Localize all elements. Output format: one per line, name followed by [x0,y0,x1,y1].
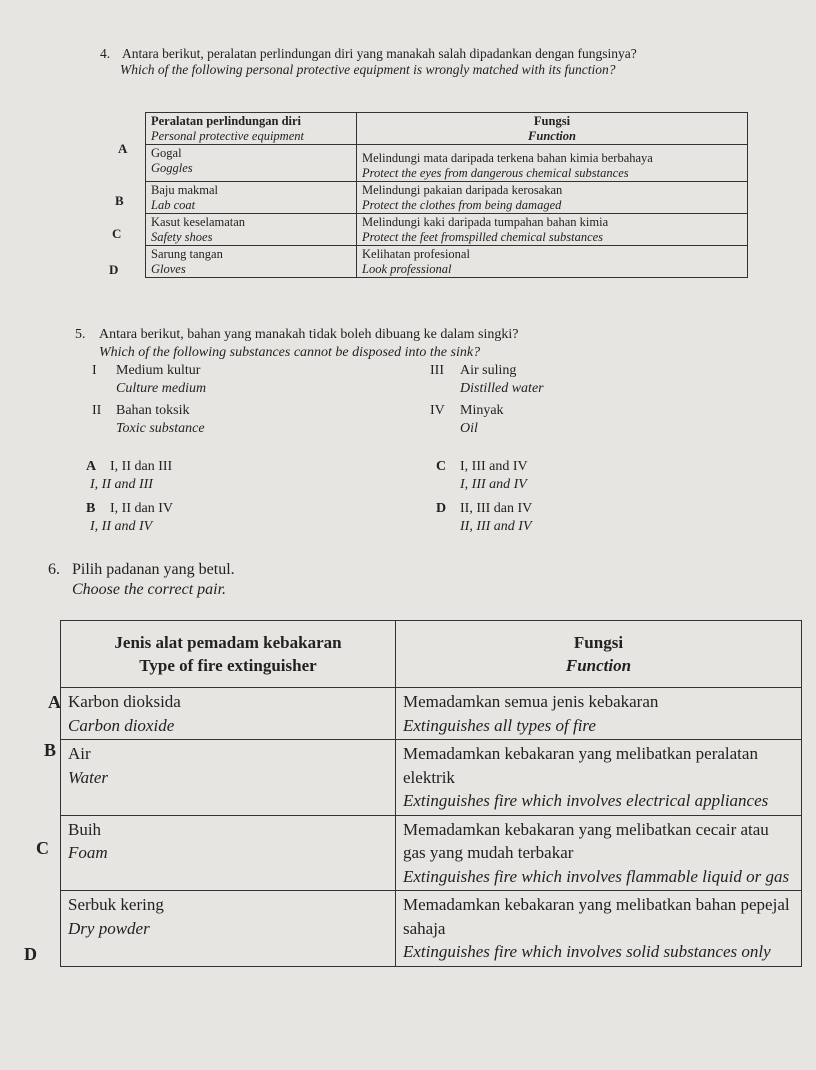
question-text-en: Choose the correct pair. [72,581,227,598]
statement-num: II [92,403,102,418]
table-header-row [146,113,748,145]
question-5 [75,326,775,362]
header-ms: Peralatan perlindungan diri [151,114,302,128]
option-letter: B [115,193,124,208]
item-ms: Gogal [151,146,182,160]
option-ms: I, II dan IV [110,501,173,516]
item-ms: Baju makmal [151,183,218,197]
statement-ms: Air suling [460,363,517,378]
option-ms: I, III and IV [460,459,528,474]
statement-IV [430,402,504,438]
item-en: Gloves [151,261,186,276]
function-en: Extinguishes fire which involves flammable liquid or gas [403,866,790,886]
statement-ms: Bahan toksik [116,403,190,418]
question-text-ms: Antara berikut, bahan yang manakah tidak boleh dibuang ke dalam singki? [99,327,519,342]
question-text-en: Which of the following substances cannot be disposed into the sink? [99,345,481,360]
statement-ms: Medium kultur [116,363,201,378]
function-en: Extinguishes fire which involves electrical appliances [403,791,769,810]
function-ms: Memadamkan kebakaran yang melibatkan peralatan elektrik [403,744,758,787]
item-en: Safety shoes [151,229,213,244]
item-en: Dry powder [68,918,150,938]
item-ms: Air [68,744,91,763]
table-row [146,145,748,182]
statement-num: I [92,363,97,378]
question-number: 4. [100,46,111,61]
function-ms: Memadamkan semua jenis kebakaran [403,692,659,711]
option-letter: D [436,501,447,516]
statement-ms: Minyak [460,403,504,418]
option-letter: B [44,740,57,760]
option-B[interactable] [86,500,173,536]
question-text-en: Which of the following personal protective equipment is wrongly matched with its function? [120,62,616,77]
question-number: 6. [48,561,60,578]
function-ms: Kelihatan profesional [362,247,470,261]
header-en: Personal protective equipment [151,128,304,143]
table-row [61,815,802,891]
table-row [146,214,748,246]
table-header-row [61,621,802,688]
item-en: Foam [68,843,108,862]
table-row [146,246,748,278]
option-letter: D [24,944,37,964]
statement-I [92,362,206,398]
option-en: I, II and III [90,477,153,492]
statement-en: Distilled water [460,381,544,396]
statement-en: Toxic substance [116,421,205,436]
option-C[interactable] [436,458,528,494]
item-ms: Karbon dioksida [68,692,181,711]
statement-II [92,402,205,438]
function-en: Look professional [362,261,452,276]
table-row [61,891,802,967]
question-number: 5. [75,327,86,342]
function-en: Protect the eyes from dangerous chemical substances [362,165,629,180]
statement-num: IV [430,403,445,418]
question-text-ms: Antara berikut, peralatan perlindungan diri yang manakah salah dipadankan dengan fungsinya? [122,46,637,61]
item-ms: Sarung tangan [151,247,223,261]
function-ms: Melindungi mata daripada terkena bahan kimia berbahaya [362,151,653,165]
option-letter: A [48,692,61,712]
option-D[interactable] [436,500,532,536]
header-ms: Fungsi [573,632,624,652]
function-en: Protect the feet fromspilled chemical substances [362,229,604,244]
table-row [146,182,748,214]
header-en: Type of fire extinguisher [139,656,317,675]
option-letter: C [112,226,122,241]
function-ms: Memadamkan kebakaran yang melibatkan bahan pepejal sahaja [403,895,790,938]
option-en: I, II and IV [90,519,153,534]
option-A[interactable] [86,458,172,494]
item-ms: Kasut keselamatan [151,215,246,229]
function-en: Protect the clothes from being damaged [362,197,562,212]
header-ms: Fungsi [533,114,571,128]
statement-III [430,362,544,398]
item-en: Carbon dioxide [68,715,175,735]
option-letter: D [109,262,119,277]
table-row [61,740,802,816]
statement-en: Oil [460,421,478,436]
option-letter: A [118,141,128,156]
option-letter: C [36,838,49,858]
question-6 [48,560,235,600]
item-ms: Buih [68,819,102,839]
option-ms: I, II dan III [110,459,173,474]
question-text-ms: Pilih padanan yang betul. [72,561,235,578]
option-letter: A [86,459,97,474]
function-ms: Melindungi kaki daripada tumpahan bahan kimia [362,215,609,229]
item-en: Goggles [151,160,193,175]
option-letter: C [436,459,447,474]
function-ms: Melindungi pakaian daripada kerosakan [362,183,563,197]
function-en: Extinguishes fire which involves solid substances only [403,942,771,961]
header-en: Function [528,128,576,143]
option-letter: B [86,501,96,516]
item-en: Lab coat [151,197,196,212]
item-ms: Serbuk kering [68,895,164,914]
function-en: Extinguishes all types of fire [403,715,596,735]
statement-en: Culture medium [116,381,207,396]
function-ms: Memadamkan kebakaran yang melibatkan cecair atau gas yang mudah terbakar [403,819,769,862]
option-en: II, III and IV [460,519,532,534]
ppe-table [145,112,748,278]
header-ms: Jenis alat pemadam kebakaran [114,632,342,652]
option-ms: II, III dan IV [460,501,533,516]
table-row [61,688,802,740]
fire-extinguisher-table [60,620,802,967]
question-4 [100,46,660,78]
option-en: I, III and IV [460,477,527,492]
item-en: Water [68,767,108,787]
statement-num: III [430,363,444,378]
header-en: Function [565,656,632,675]
